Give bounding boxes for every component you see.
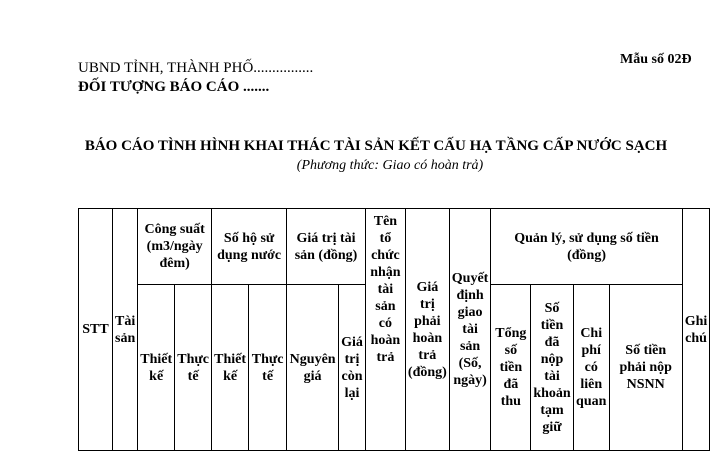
col-asset-value: Giá trị tài sản (đồng) bbox=[287, 209, 366, 285]
col-households-actual: Thực tế bbox=[249, 285, 287, 451]
col-asset: Tài sản bbox=[113, 209, 138, 451]
col-related-costs: Chi phí có liên quan bbox=[573, 285, 609, 451]
col-decision: Quyết định giao tài sản (Số, ngày) bbox=[449, 209, 491, 451]
col-refund-value: Giá trị phải hoàn trả (đồng) bbox=[405, 209, 449, 451]
col-total-collected: Tổng số tiền đã thu bbox=[491, 285, 531, 451]
report-table bbox=[78, 208, 710, 451]
form-code: Mẫu số 02Đ bbox=[620, 52, 692, 67]
col-households-design: Thiết kế bbox=[212, 285, 249, 451]
report-subtitle: (Phương thức: Giao có hoàn trả) bbox=[296, 158, 484, 173]
col-stt: STT bbox=[79, 209, 113, 451]
col-households: Số hộ sử dụng nước bbox=[212, 209, 287, 285]
col-notes: Ghi chú bbox=[682, 209, 710, 451]
report-title: BÁO CÁO TÌNH HÌNH KHAI THÁC TÀI SẢN KẾT CẤU HẠ TẦNG CẤP NƯỚC SẠCH bbox=[84, 138, 668, 154]
col-capacity: Công suất (m3/ngày đêm) bbox=[138, 209, 212, 285]
col-remaining-value: Giá trị còn lại bbox=[339, 285, 366, 451]
col-management: Quản lý, sử dụng số tiền (đồng) bbox=[491, 209, 682, 285]
col-original-value: Nguyên giá bbox=[287, 285, 339, 451]
col-organization: Tên tổ chức nhận tài sản có hoàn trả bbox=[365, 209, 405, 451]
province-line: UBND TỈNH, THÀNH PHỐ................ bbox=[78, 60, 314, 76]
reporter-line: ĐỐI TƯỢNG BÁO CÁO ....... bbox=[78, 79, 270, 95]
col-payable-budget: Số tiền phải nộp NSNN bbox=[609, 285, 682, 451]
col-capacity-actual: Thực tế bbox=[175, 285, 212, 451]
col-deposited: Số tiền đã nộp tài khoản tạm giữ bbox=[531, 285, 573, 451]
col-capacity-design: Thiết kế bbox=[138, 285, 175, 451]
